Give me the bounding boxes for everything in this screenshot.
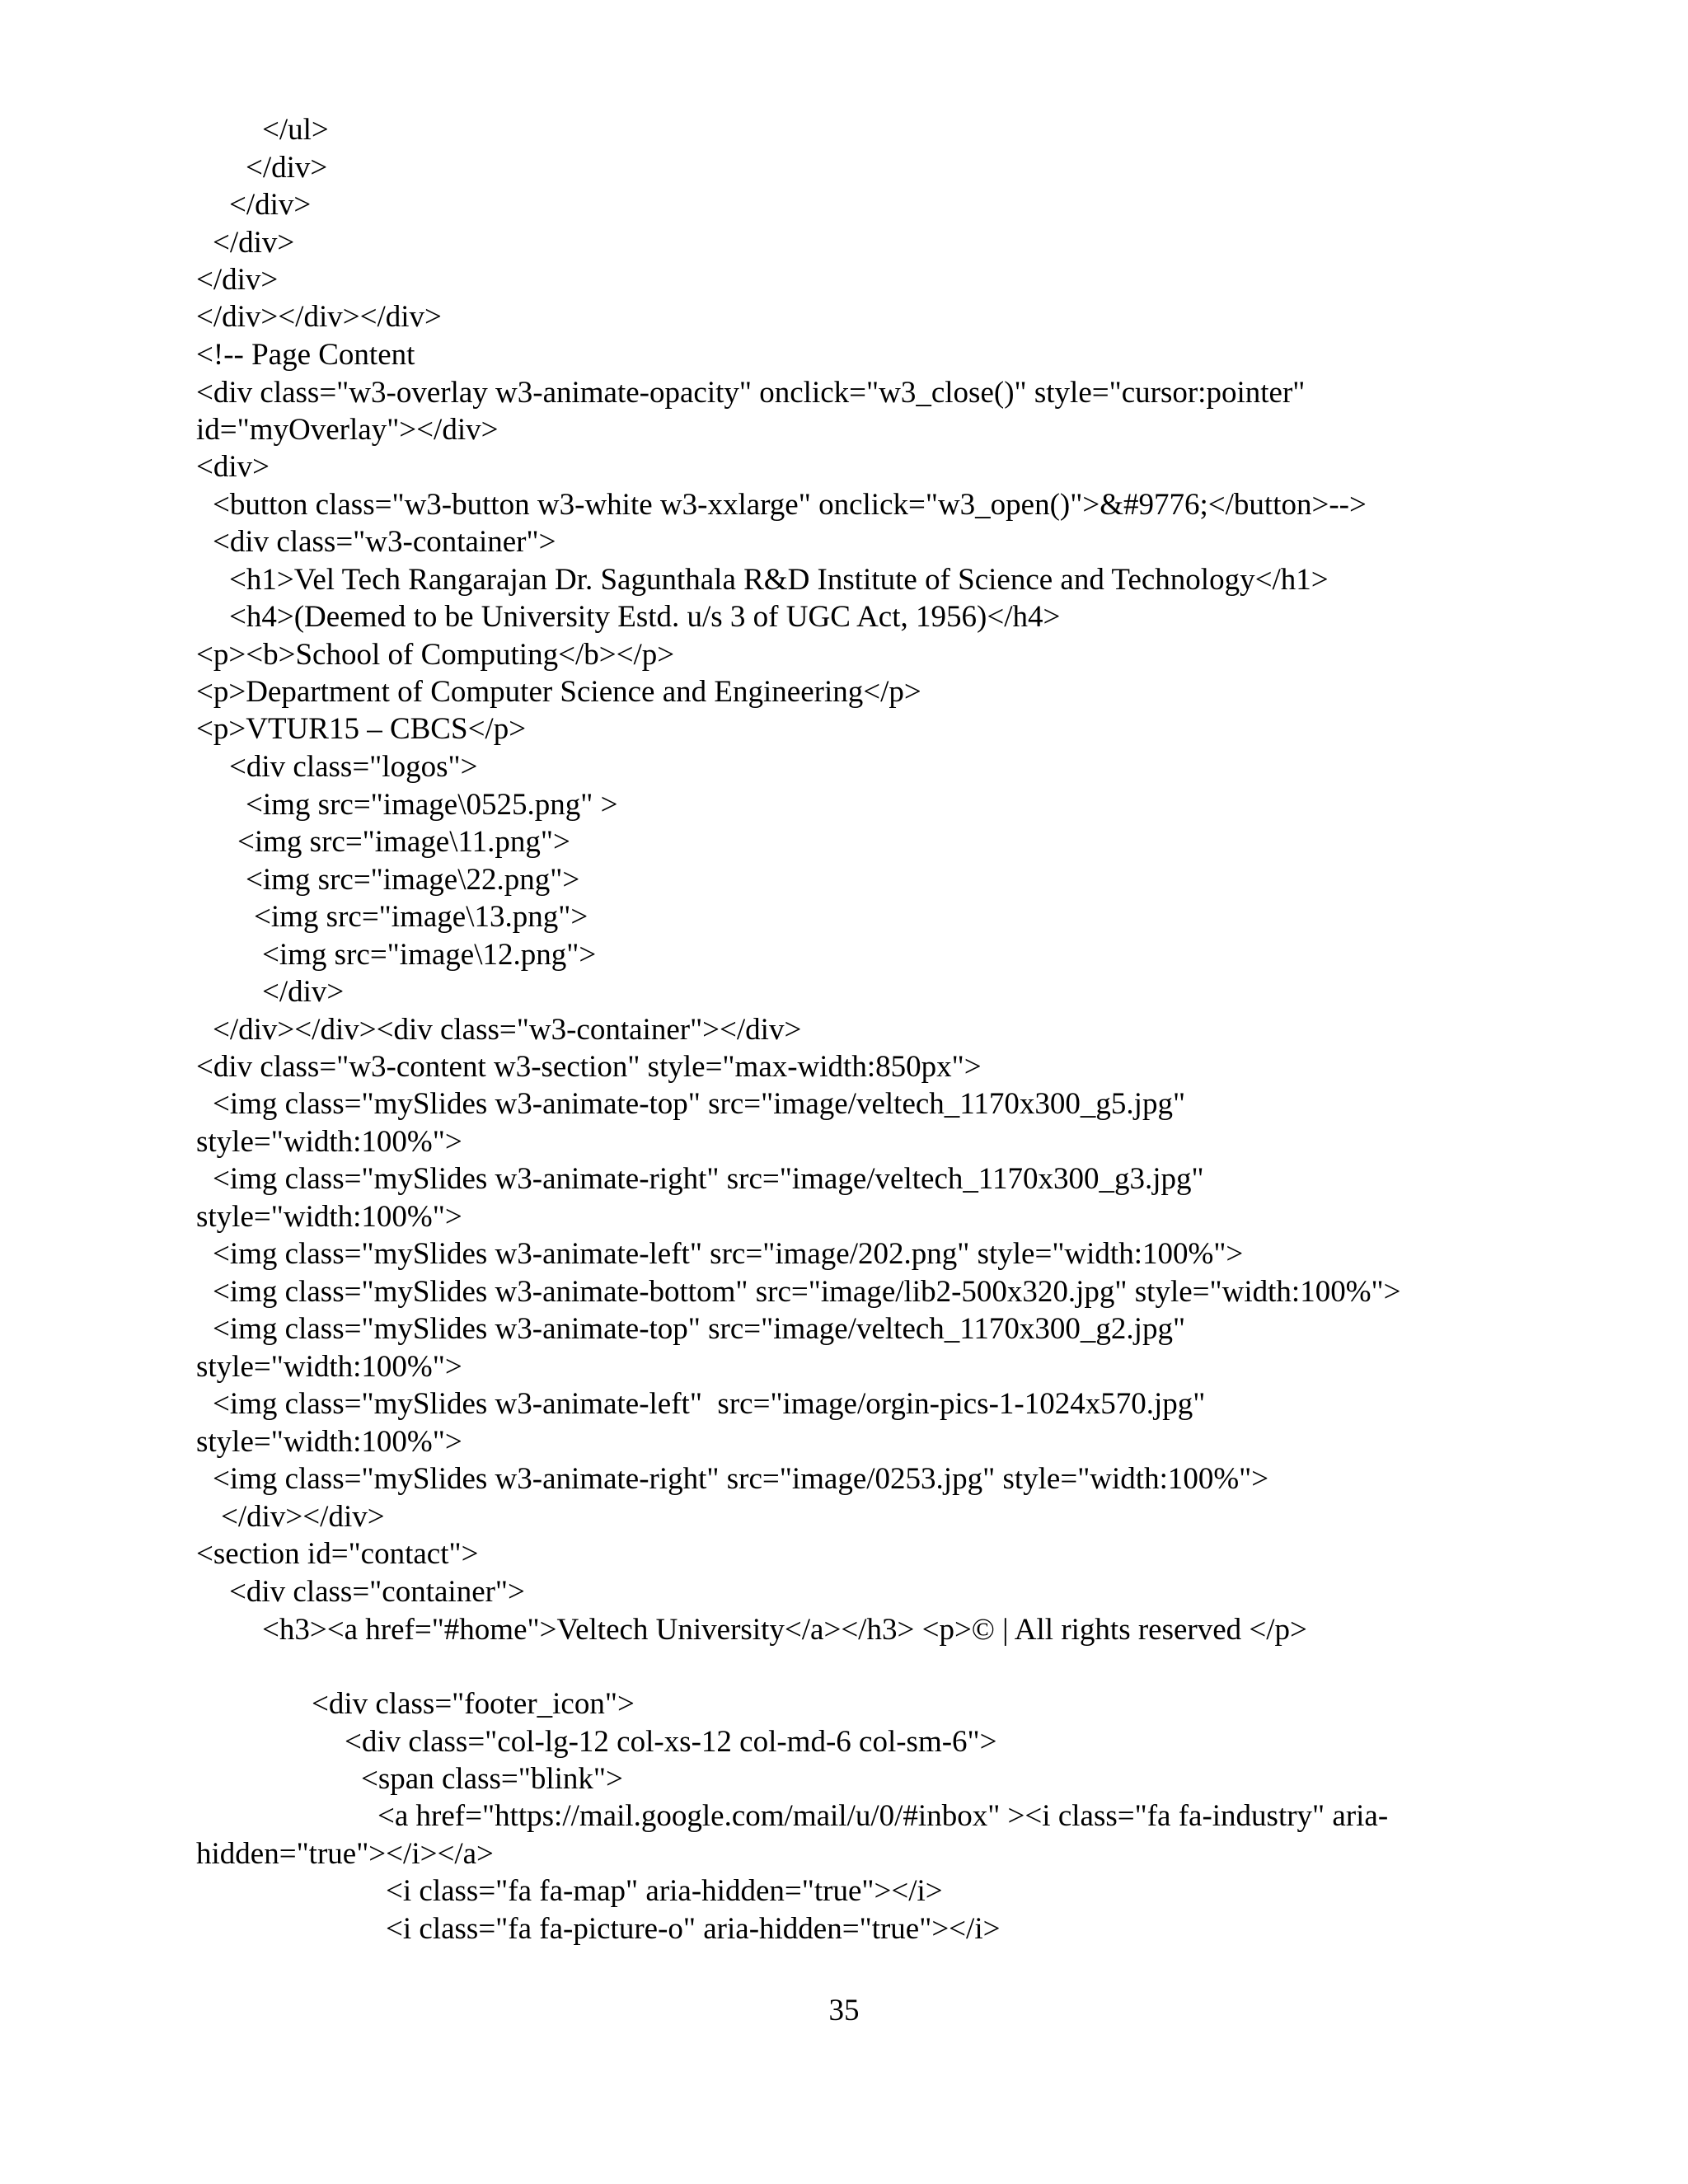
code-line: <h3><a href="#home">Veltech University</a></h3> <p>© | All rights reserved </p> [262, 1613, 1307, 1647]
code-line: </ul> [262, 113, 329, 147]
code-line: </div></div></div> [196, 300, 442, 334]
code-line: <img class="mySlides w3-animate-top" src="image/veltech_1170x300_g5.jpg" [213, 1087, 1186, 1121]
code-line: <span class="blink"> [361, 1762, 623, 1796]
code-line: <img src="image\11.png"> [237, 825, 570, 859]
code-line: <div class="footer_icon"> [312, 1687, 635, 1721]
code-line: </div></div> [221, 1500, 385, 1534]
code-line: <img class="mySlides w3-animate-bottom" src="image/lib2-500x320.jpg" style="width:100%"> [213, 1275, 1401, 1309]
code-line: <img class="mySlides w3-animate-right" src="image/0253.jpg" style="width:100%"> [213, 1462, 1269, 1496]
code-line: <div class="logos"> [229, 750, 478, 784]
code-line: <img src="image\0525.png" > [246, 788, 618, 822]
code-line: style="width:100%"> [196, 1425, 462, 1459]
code-line: <button class="w3-button w3-white w3-xxlarge" onclick="w3_open()">&#9776;</button>--> [213, 488, 1367, 522]
code-line: <!-- Page Content [196, 338, 415, 372]
code-line: style="width:100%"> [196, 1125, 462, 1159]
code-line: style="width:100%"> [196, 1350, 462, 1384]
code-line: <div class="col-lg-12 col-xs-12 col-md-6 col-sm-6"> [345, 1725, 997, 1759]
code-line: <h1>Vel Tech Rangarajan Dr. Sagunthala R&D Institute of Science and Technology</h1> [229, 563, 1329, 597]
code-line: <img src="image\13.png"> [254, 900, 588, 934]
code-line: <img src="image\22.png"> [246, 863, 580, 897]
code-line: </div> [229, 188, 312, 222]
code-line: <p>VTUR15 – CBCS</p> [196, 712, 527, 746]
code-line: <img class="mySlides w3-animate-left" src="image/orgin-pics-1-1024x570.jpg" [213, 1387, 1206, 1421]
code-line: style="width:100%"> [196, 1200, 462, 1234]
code-line: </div></div><div class="w3-container"></div> [213, 1013, 802, 1047]
code-line: <p>Department of Computer Science and Engineering</p> [196, 675, 921, 709]
code-line: </div> [262, 975, 345, 1009]
code-line: <div class="w3-container"> [213, 525, 556, 559]
code-line: <img class="mySlides w3-animate-top" src="image/veltech_1170x300_g2.jpg" [213, 1312, 1186, 1346]
code-line: <div class="container"> [229, 1575, 525, 1609]
code-line: hidden="true"></i></a> [196, 1837, 494, 1871]
code-line: <div class="w3-content w3-section" style="max-width:850px"> [196, 1050, 982, 1084]
code-line: <img class="mySlides w3-animate-left" src="image/202.png" style="width:100%"> [213, 1237, 1244, 1271]
code-line: <h4>(Deemed to be University Estd. u/s 3 of UGC Act, 1956)</h4> [229, 600, 1061, 634]
code-line: <div> [196, 450, 270, 484]
code-line: <i class="fa fa-picture-o" aria-hidden="true"></i> [386, 1912, 1001, 1946]
page-number: 35 [828, 1994, 860, 2027]
code-line: <img class="mySlides w3-animate-right" src="image/veltech_1170x300_g3.jpg" [213, 1162, 1204, 1196]
code-line: </div> [246, 151, 328, 185]
code-line: </div> [213, 226, 295, 260]
code-line: id="myOverlay"></div> [196, 413, 499, 447]
code-line: <section id="contact"> [196, 1537, 479, 1571]
code-line: <i class="fa fa-map" aria-hidden="true"></i> [386, 1874, 943, 1908]
code-line: <img src="image\12.png"> [262, 938, 597, 972]
code-line: </div> [196, 263, 279, 297]
code-line: <a href="https://mail.google.com/mail/u/0/#inbox" ><i class="fa fa-industry" aria- [377, 1799, 1389, 1833]
code-line: <p><b>School of Computing</b></p> [196, 638, 675, 672]
code-line: <div class="w3-overlay w3-animate-opacity" onclick="w3_close()" style="cursor:pointer" [196, 376, 1306, 410]
